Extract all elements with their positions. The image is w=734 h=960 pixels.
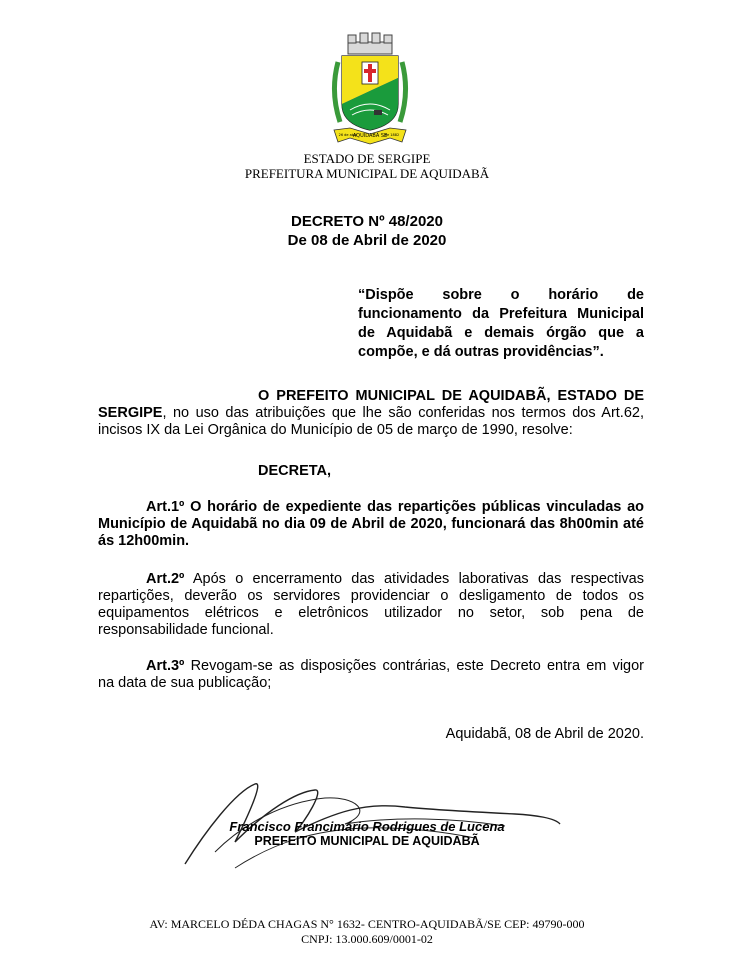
article-1	[98, 499, 644, 550]
preamble-text: , no uso das atribuições que lhe são conferidas nos termos dos Art.62, incisos IX da Lei Orgânica do Município de 05 de março de 1990, resolve:	[98, 405, 644, 438]
article-2	[98, 571, 644, 639]
signature-role: PREFEITO MUNICIPAL DE AQUIDABÃ	[254, 834, 480, 848]
decreta-heading	[258, 463, 558, 480]
crest-left-ribbon: 26 de abril	[338, 133, 358, 137]
article-1-text: O horário de expediente das repartições públicas vinculadas ao Município de Aquidabã no dia 09 de Abril de 2020, funcionará das 8h00min até ás 12h00min.	[98, 499, 645, 549]
decreta-label: DECRETA,	[258, 463, 332, 479]
signature-name: Francisco Francimário Rodrigues de Lucena	[229, 819, 505, 834]
decree-ementa: “Dispõe sobre o horário de funcionamento da Prefeitura Municipal de Aquidabã e demais órgão que a compõe, e dá outras providências”.	[358, 287, 644, 360]
footer-address: AV: MARCELO DÉDA CHAGAS N° 1632- CENTRO-AQUIDABÃ/SE CEP: 49790-000	[149, 917, 585, 931]
article-3-text: Revogam-se as disposições contrárias, este Decreto entra em vigor na data de sua publicação;	[98, 658, 645, 691]
municipal-coat-of-arms	[330, 32, 410, 150]
crest-town-label: AQUIDABÃ SE	[352, 133, 388, 139]
article-3	[98, 658, 644, 692]
article-1-label: Art.1º	[146, 499, 185, 515]
article-2-label: Art.2º	[146, 571, 185, 587]
header-prefecture: PREFEITURA MUNICIPAL DE AQUIDABÃ	[244, 166, 490, 181]
header-state: ESTADO DE SERGIPE	[303, 151, 431, 166]
preamble-bold-lead: O PREFEITO MUNICIPAL DE AQUIDABÃ, ESTADO DE SERGIPE	[98, 388, 644, 421]
article-2-text: Após o encerramento das atividades laborativas das respectivas repartições, deverão os servidores providenciar o desligamento de todos os equipamentos elétricos e eletrônicos utilizador no setor, sob pena de responsabilidade funcional.	[98, 571, 644, 638]
article-3-label: Art.3º	[146, 658, 185, 674]
decree-number: DECRETO Nº 48/2020	[291, 213, 443, 230]
place-date: Aquidabã, 08 de Abril de 2020.	[445, 726, 644, 742]
preamble-paragraph	[98, 388, 644, 439]
crest-right-ribbon: de 1882	[384, 133, 400, 137]
decree-date: De 08 de Abril de 2020	[287, 232, 447, 249]
footer-cnpj: CNPJ: 13.000.609/0001-02	[301, 932, 433, 946]
